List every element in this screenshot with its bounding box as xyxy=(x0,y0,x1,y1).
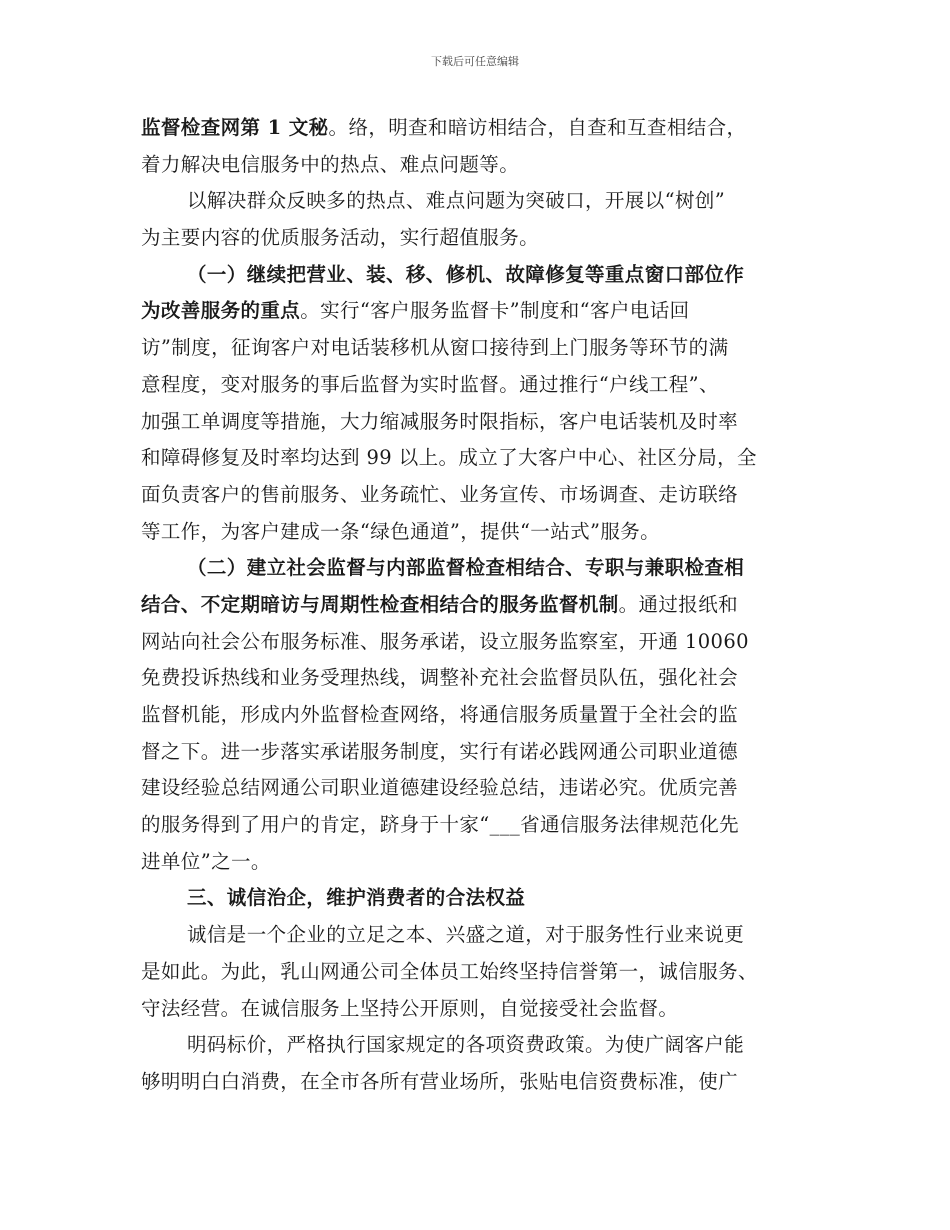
body-text: 意程度，变对服务的事后监督为实时监督。通过推行“户线工程”、 xyxy=(141,372,719,396)
body-text: 建设经验总结网通公司职业道德建设经验总结，违诺必究。优质完善 xyxy=(141,776,739,800)
text-line xyxy=(141,404,826,441)
text-line xyxy=(141,110,826,147)
text-line xyxy=(141,991,826,1028)
text-line xyxy=(141,183,826,220)
body-text: 。通过报纸和 xyxy=(618,592,739,616)
body-text: 加强工单调度等措施，大力缩减服务时限指标，客户电话装机及时率 xyxy=(141,409,739,433)
text-line xyxy=(141,1064,826,1101)
text-line xyxy=(141,147,826,184)
body-text: 守法经营。在诚信服务上坚持公开原则，自觉接受社会监督。 xyxy=(141,996,679,1020)
bold-text: 结合、不定期暗访与周期性检查相结合的服务监督机制 xyxy=(141,592,619,616)
bold-text: （一）继续把营业、装、移、修机、故障修复等重点窗口部位作 xyxy=(187,262,745,286)
text-line xyxy=(141,660,826,697)
text-line xyxy=(141,917,826,954)
text-line xyxy=(141,220,826,257)
body-text: 督之下。进一步落实承诺服务制度，实行有诺必践网通公司职业道德 xyxy=(141,739,739,763)
body-text: 进单位”之一。 xyxy=(141,849,271,873)
page-header: 下载后可任意编辑 xyxy=(431,55,519,68)
body-text: 网站向社会公布服务标准、服务承诺，设立服务监察室，开通 10060 xyxy=(141,629,749,653)
body-text: 等工作，为客户建成一条“绿色通道”，提供“一站式”服务。 xyxy=(141,519,661,543)
body-text: 以解决群众反映多的热点、难点问题为突破口，开展以“树创” xyxy=(187,189,726,213)
bold-text: 为改善服务的重点 xyxy=(141,299,301,323)
body-text: 的服务得到了用户的肯定，跻身于十家“___省通信服务法律规范化先 xyxy=(141,813,740,837)
body-text: 监督机能，形成内外监督检查网络，将通信服务质量置于全社会的监 xyxy=(141,703,739,726)
body-text: 面负责客户的售前服务、业务疏忙、业务宣传、市场调查、走访联络 xyxy=(141,482,739,506)
text-line xyxy=(141,257,826,294)
bold-text: 监督检查网第 1 文秘 xyxy=(141,116,329,139)
body-text: 为主要内容的优质服务活动，实行超值服务。 xyxy=(141,226,540,250)
text-line xyxy=(141,1027,826,1064)
body-text: 着力解决电信服务中的热点、难点问题等。 xyxy=(141,152,520,176)
body-text: 访”制度，征询客户对电话装移机从窗口接待到上门服务等环节的满 xyxy=(141,336,729,360)
body-text: 明码标价，严格执行国家规定的各项资费政策。为使广阔客户能 xyxy=(187,1033,745,1057)
text-line xyxy=(141,734,826,771)
text-line xyxy=(141,844,826,881)
text-line xyxy=(141,550,826,587)
text-line xyxy=(141,697,826,734)
bold-text: 三、诚信治企，维护消费者的合法权益 xyxy=(187,886,526,910)
text-line xyxy=(141,514,826,551)
body-text: 。实行“客户服务监督卡”制度和“客户电话回 xyxy=(300,299,690,323)
body-text: 。络，明查和暗访相结合，自查和互查相结合， xyxy=(328,116,747,139)
text-line xyxy=(141,293,826,330)
body-text: 和障碍修复及时率均达到 99 以上。成立了大客户中心、社区分局，全 xyxy=(141,446,757,470)
text-line xyxy=(141,440,826,477)
body-text: 够明明白白消费，在全市各所有营业场所，张贴电信资费标准，使广 xyxy=(141,1069,739,1093)
text-line xyxy=(141,770,826,807)
text-line xyxy=(141,807,826,844)
text-line xyxy=(141,367,826,404)
text-line xyxy=(141,587,826,624)
document-body xyxy=(141,110,826,1101)
text-line xyxy=(141,880,826,917)
text-line xyxy=(141,954,826,991)
text-line xyxy=(141,330,826,367)
body-text: 免费投诉热线和业务受理热线，调整补充社会监督员队伍，强化社会 xyxy=(141,666,739,690)
text-line xyxy=(141,624,826,661)
bold-text: （二）建立社会监督与内部监督检查相结合、专职与兼职检查相 xyxy=(187,556,745,580)
text-line xyxy=(141,477,826,514)
body-text: 是如此。为此，乳山网通公司全体员工始终坚持信誉第一，诚信服务、 xyxy=(141,959,758,983)
body-text: 诚信是一个企业的立足之本、兴盛之道，对于服务性行业来说更 xyxy=(187,923,745,947)
